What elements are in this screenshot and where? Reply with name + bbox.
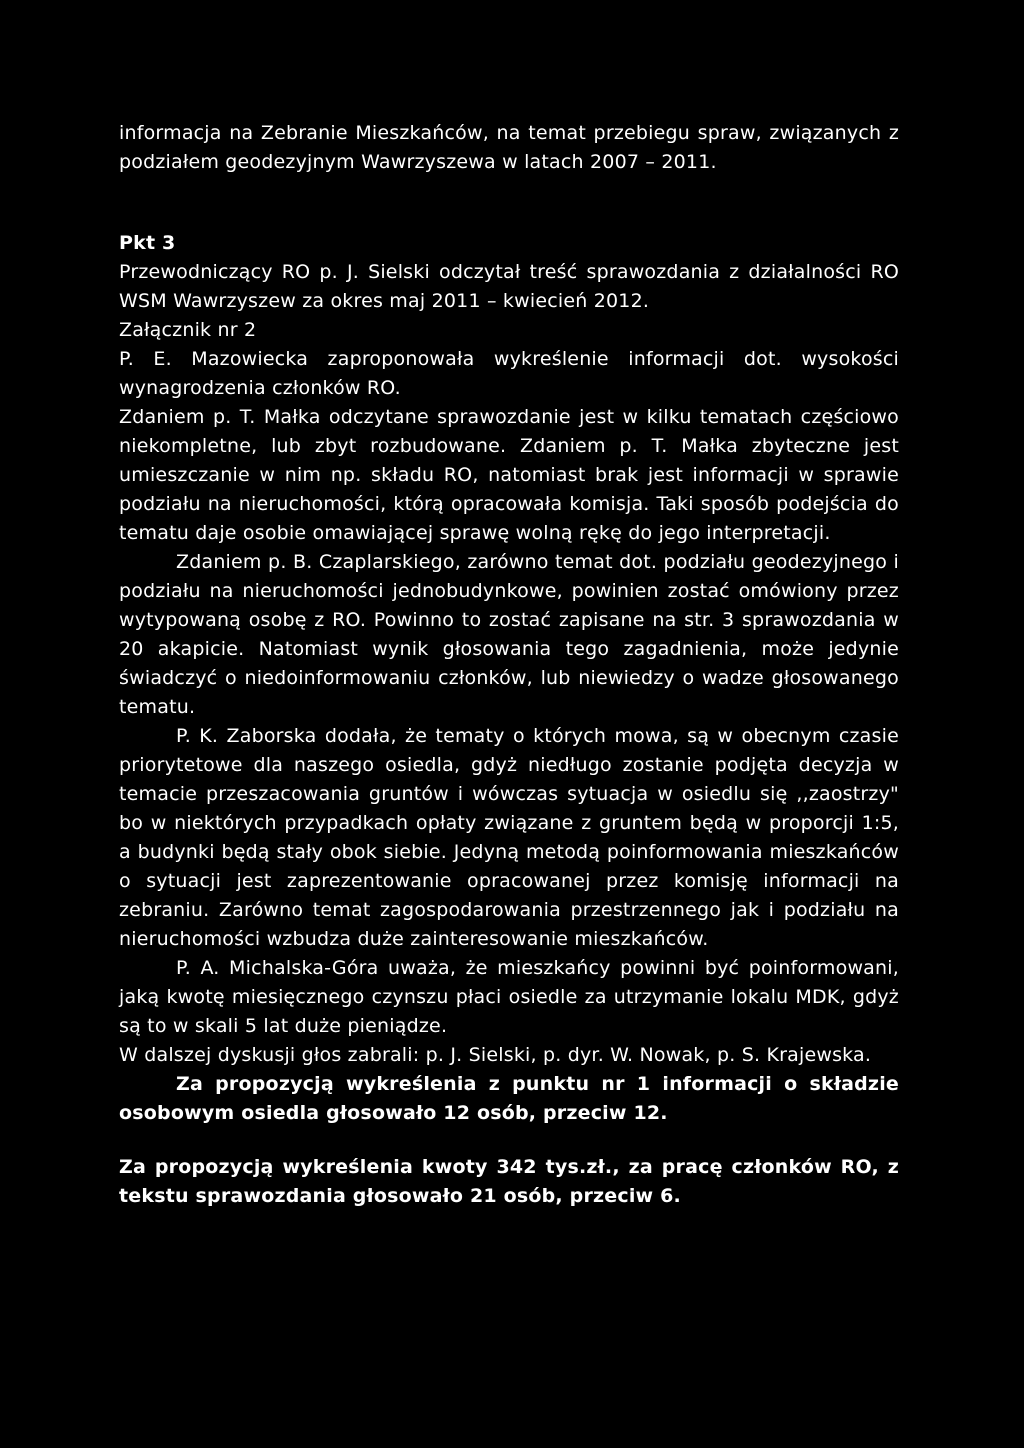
document-page	[119, 119, 899, 1211]
intro-paragraph: informacja na Zebranie Mieszkańców, na temat przebiegu spraw, związanych z podziałem geodezyjnym Wawrzyszewa w latach 2007 – 2011.	[119, 122, 899, 173]
paragraph-malka: Zdaniem p. T. Małka odczytane sprawozdanie jest w kilku tematach częściowo niekompletne, lub zbyt rozbudowane. Zdaniem p. T. Małka zbyteczne jest umieszczanie w nim np. składu RO, natomiast brak jest informacji w sprawie podziału na nieruchomości, którą opracowała komisja. Taki sposób podejścia do tematu daje osobie omawiającej sprawę wolną rękę do jego interpretacji.	[119, 406, 899, 544]
section-heading: Pkt 3	[119, 232, 176, 254]
paragraph-report-read: Przewodniczący RO p. J. Sielski odczytał treść sprawozdania z działalności RO WSM Wawrzyszew za okres maj 2011 – kwiecień 2012.	[119, 261, 899, 312]
paragraph-mazowiecka: P. E. Mazowiecka zaproponowała wykreślenie informacji dot. wysokości wynagrodzenia członków RO.	[119, 348, 899, 399]
resolution-vote-2: Za propozycją wykreślenia kwoty 342 tys.zł., za pracę członków RO, z tekstu sprawozdania głosowało 21 osób, przeciw 6.	[119, 1156, 899, 1207]
paragraph-czaplarski: Zdaniem p. B. Czaplarskiego, zarówno temat dot. podziału geodezyjnego i podziału na nieruchomości jednobudynkowe, powinien zostać omówiony przez wytypowaną osobę z RO. Powinno to zostać zapisane na str. 3 sprawozdania w 20 akapicie. Natomiast wynik głosowania tego zagadnienia, może jedynie świadczyć o niedoinformowaniu członków, lub niewiedzy o wadze głosowanego tematu.	[119, 551, 899, 718]
paragraph-discussion: W dalszej dyskusji głos zabrali: p. J. Sielski, p. dyr. W. Nowak, p. S. Krajewska.	[119, 1044, 872, 1066]
paragraph-zaborska: P. K. Zaborska dodała, że tematy o których mowa, są w obecnym czasie priorytetowe dla naszego osiedla, gdyż niedługo zostanie podjęta decyzja w temacie przeszacowania gruntów i wówczas sytuacja w osiedlu się ,,zaostrzy" bo w niektórych przypadkach opłaty związane z gruntem będą w proporcji 1:5, a budynki będą stały obok siebie. Jedyną metodą poinformowania mieszkańców o sytuacji jest zaprezentowanie opracowanej przez komisję informacji na zebraniu. Zarówno temat zagospodarowania przestrzennego jak i podziału na nieruchomości wzbudza duże zainteresowanie mieszkańców.	[119, 725, 899, 950]
paragraph-attachment: Załącznik nr 2	[119, 319, 257, 341]
paragraph-michalska-gora: P. A. Michalska-Góra uważa, że mieszkańcy powinni być poinformowani, jaką kwotę miesięcznego czynszu płaci osiedle za utrzymanie lokalu MDK, gdyż są to w skali 5 lat duże pieniądze.	[119, 957, 899, 1037]
resolution-vote-1: Za propozycją wykreślenia z punktu nr 1 informacji o składzie osobowym osiedla głosowało 12 osób, przeciw 12.	[119, 1073, 899, 1124]
